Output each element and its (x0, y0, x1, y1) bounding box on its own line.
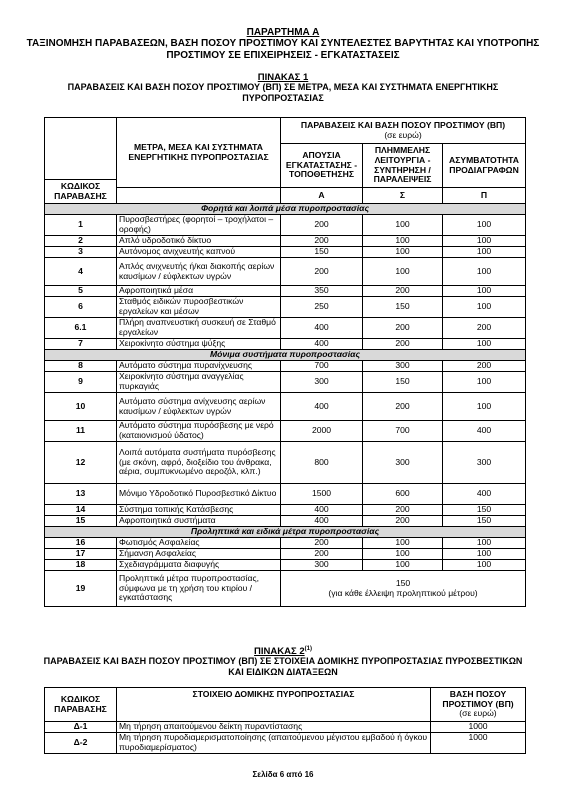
amount-p: 100 (443, 215, 526, 236)
page-footer: Σελίδα 6 από 16 (252, 770, 314, 779)
section-row (45, 350, 526, 361)
table-row (45, 505, 526, 516)
table-row (45, 571, 526, 607)
violation-description: Χειροκίνητο σύστημα αναγγελίας πυρκαγιάς (117, 372, 281, 393)
amount-a: 400 (281, 516, 363, 527)
amount-a: 1500 (281, 484, 363, 505)
violation-description: Λοιπά αυτόματα συστήματα πυρόσβεσης (με σκόνη, αφρό, διοξείδιο του άνθρακα, αέρια, συμπυκνωμένο αεροζόλ, κλπ.) (117, 442, 281, 484)
violation-description: Αυτόνομος ανιχνευτής καπνού (117, 247, 281, 258)
violation-code: 13 (45, 484, 117, 505)
section-row (45, 527, 526, 538)
amount-p: 100 (443, 560, 526, 571)
amount-p: 100 (443, 339, 526, 350)
violation-code: 19 (45, 571, 117, 607)
row19-amount: 150 (395, 577, 411, 588)
table1 (44, 117, 526, 607)
violation-description: Σήμανση Ασφαλείας (117, 549, 281, 560)
table-row (45, 722, 526, 733)
amount-s: 100 (363, 549, 443, 560)
amount-s: 150 (363, 297, 443, 318)
amount-s: 200 (363, 516, 443, 527)
amount-merged (281, 571, 526, 607)
violation-code: 3 (45, 247, 117, 258)
amount-s: 100 (363, 236, 443, 247)
amount-p: 100 (443, 538, 526, 549)
amount-s: 150 (363, 372, 443, 393)
amount-a: 400 (281, 339, 363, 350)
letter-a: Α (281, 188, 363, 204)
violation-code: 14 (45, 505, 117, 516)
amount-s: 200 (363, 505, 443, 516)
amount-p: 300 (443, 442, 526, 484)
violation-description: Μη τήρηση πυροδιαμερισματοποίησης (απαιτούμενου μέγιστου εμβαδού ή όγκου πυροδιαμερίσματος) (117, 733, 431, 754)
amount-p: 150 (443, 516, 526, 527)
table-row (45, 393, 526, 421)
section-title: Μόνιμα συστήματα πυροπροστασίας (45, 350, 526, 361)
violation-code: 5 (45, 286, 117, 297)
amount-p: 100 (443, 247, 526, 258)
amount-p: 200 (443, 318, 526, 339)
table2-subtitle: ΠΑΡΑΒΑΣΕΙΣ ΚΑΙ ΒΑΣΗ ΠΟΣΟΥ ΠΡΟΣΤΙΜΟΥ (ΒΠ) ΣΕ ΣΤΟΙΧΕΙΑ ΔΟΜΙΚΗΣ ΠΥΡΟΠΡΟΣΤΑΣΙΑΣ ΠΥΡΟΣΒΕΣΤΙΚΩΝ ΚΑΙ ΕΙΔΙΚΩΝ ΔΙΑΤΑΞΕΩΝ (43, 656, 523, 677)
table-row (45, 339, 526, 350)
amount-a: 800 (281, 442, 363, 484)
section-row (45, 204, 526, 215)
violation-description: Πυροσβεστήρες (φορητοί – τροχήλατοι – οροφής) (117, 215, 281, 236)
table2 (44, 687, 526, 754)
t2-col-element-header: ΣΤΟΙΧΕΙΟ ΔΟΜΙΚΗΣ ΠΥΡΟΠΡΟΣΤΑΣΙΑΣ (117, 688, 431, 722)
amount-p: 100 (443, 372, 526, 393)
section-title: Φορητά και λοιπά μέσα πυροπροστασίας (45, 204, 526, 215)
violation-description: Σταθμός ειδικών πυροσβεστικών εργαλείων και μέσων (117, 297, 281, 318)
col-base-label: ΠΑΡΑΒΑΣΕΙΣ ΚΑΙ ΒΑΣΗ ΠΟΣΟΥ ΠΡΟΣΤΙΜΟΥ (ΒΠ) (300, 119, 506, 130)
amount-a: 300 (281, 372, 363, 393)
violation-code: 6 (45, 297, 117, 318)
amount-a: 2000 (281, 421, 363, 442)
violation-code: 18 (45, 560, 117, 571)
violation-code: 9 (45, 372, 117, 393)
col-code-header: ΚΩΔΙΚΟΣ ΠΑΡΑΒΑΣΗΣ (45, 180, 117, 204)
violation-description: Μη τήρηση απαιτούμενου δείκτη πυραντίστασης (117, 722, 431, 733)
amount-a: 350 (281, 286, 363, 297)
letter-s: Σ (363, 188, 443, 204)
amount-p: 400 (443, 484, 526, 505)
violation-description: Χειροκίνητο σύστημα ψύξης (117, 339, 281, 350)
table-row (45, 733, 526, 754)
amount-p: 100 (443, 236, 526, 247)
header-empty-cell (45, 118, 117, 180)
amount-s: 100 (363, 215, 443, 236)
violation-code: 2 (45, 236, 117, 247)
violation-description: Μόνιμο Υδροδοτικό Πυροσβεστικό Δίκτυο (117, 484, 281, 505)
violation-code: Δ-2 (45, 733, 117, 754)
table-row (45, 442, 526, 484)
col-s-header: ΠΛΗΜΜΕΛΗΣ ΛΕΙΤΟΥΡΓΙΑ - ΣΥΝΤΗΡΗΣΗ / ΠΑΡΑΛΕΙΨΕΙΣ (363, 144, 443, 188)
table2-title-text: ΠΙΝΑΚΑΣ 2 (254, 646, 305, 658)
amount-s: 200 (363, 286, 443, 297)
t2-col-code-header: ΚΩΔΙΚΟΣ ΠΑΡΑΒΑΣΗΣ (45, 688, 117, 722)
violation-code: 8 (45, 361, 117, 372)
amount-s: 100 (363, 560, 443, 571)
violation-code: 1 (45, 215, 117, 236)
t2-col-base-header (431, 688, 526, 722)
violation-description: Πλήρη αναπνευστική συσκευή σε Σταθμό εργαλείων (117, 318, 281, 339)
amount-s: 300 (363, 361, 443, 372)
amount-a: 200 (281, 236, 363, 247)
amount-p: 100 (443, 286, 526, 297)
amount-p: 150 (443, 505, 526, 516)
amount-a: 150 (281, 247, 363, 258)
violation-code: 17 (45, 549, 117, 560)
table-row (45, 247, 526, 258)
violation-code: 10 (45, 393, 117, 421)
col-measures-header: ΜΕΤΡΑ, ΜΕΣΑ ΚΑΙ ΣΥΣΤΗΜΑΤΑ ΕΝΕΡΓΗΤΙΚΗΣ ΠΥΡΟΠΡΟΣΤΑΣΙΑΣ (117, 118, 281, 188)
violation-description: Αφροποιητικά συστήματα (117, 516, 281, 527)
amount-a: 200 (281, 258, 363, 286)
amount-a: 200 (281, 215, 363, 236)
amount-a: 200 (281, 549, 363, 560)
violation-code: 4 (45, 258, 117, 286)
violation-description: Αυτόματο σύστημα πυρανίχνευσης (117, 361, 281, 372)
violation-code: Δ-1 (45, 722, 117, 733)
violation-description: Αφροποιητικά μέσα (117, 286, 281, 297)
violation-description: Απλό υδροδοτικό δίκτυο (117, 236, 281, 247)
table-row (45, 361, 526, 372)
amount-a: 250 (281, 297, 363, 318)
table-row (45, 516, 526, 527)
col-a-header: ΑΠΟΥΣΙΑ ΕΓΚΑΤΑΣΤΑΣΗΣ - ΤΟΠΟΘΕΤΗΣΗΣ (281, 144, 363, 188)
table-row (45, 484, 526, 505)
amount-p: 100 (443, 258, 526, 286)
amount-p: 200 (443, 361, 526, 372)
amount-s: 100 (363, 538, 443, 549)
amount-p: 100 (443, 549, 526, 560)
amount-s: 100 (363, 247, 443, 258)
table-row (45, 421, 526, 442)
violation-description: Φωτισμός Ασφαλείας (117, 538, 281, 549)
base-amount: 1000 (431, 722, 526, 733)
violation-description: Σχεδιαγράμματα διαφυγής (117, 560, 281, 571)
amount-a: 200 (281, 538, 363, 549)
table-row (45, 258, 526, 286)
violation-description: Αυτόματο σύστημα ανίχνευσης αερίων καυσίμων / εύφλεκτων υγρών (117, 393, 281, 421)
header-spacer-cell (117, 188, 281, 204)
table1-body (45, 204, 526, 607)
table-row (45, 318, 526, 339)
amount-s: 300 (363, 442, 443, 484)
violation-description: Αυτόματο σύστημα πυρόσβεσης με νερό (καταιονισμού ύδατος) (117, 421, 281, 442)
amount-a: 400 (281, 318, 363, 339)
annex-title: ΠΑΡΑΡΤΗΜΑ Α (246, 27, 320, 38)
t2-col-base-label: ΒΑΣΗ ΠΟΣΟΥ ΠΡΟΣΤΙΜΟΥ (ΒΠ) (442, 689, 514, 709)
violation-code: 11 (45, 421, 117, 442)
amount-a: 400 (281, 393, 363, 421)
amount-s: 200 (363, 339, 443, 350)
amount-p: 100 (443, 297, 526, 318)
violation-description: Προληπτικά μέτρα πυροπροστασίας, σύμφωνα με τη χρήση του κτιρίου / εγκατάστασης (117, 571, 281, 607)
violation-description: Απλός ανιχνευτής ή/και διακοπής αερίων καυσίμων / εύφλεκτων υγρών (117, 258, 281, 286)
violation-code: 6.1 (45, 318, 117, 339)
section-title: Προληπτικά και ειδικά μέτρα πυροπροστασίας (45, 527, 526, 538)
amount-p: 400 (443, 421, 526, 442)
amount-p: 100 (443, 393, 526, 421)
table-row (45, 372, 526, 393)
table1-title: ΠΙΝΑΚΑΣ 1 (257, 72, 309, 83)
amount-a: 700 (281, 361, 363, 372)
amount-s: 600 (363, 484, 443, 505)
amount-s: 100 (363, 258, 443, 286)
base-amount: 1000 (431, 733, 526, 754)
annex-subtitle: ΤΑΞΙΝΟΜΗΣΗ ΠΑΡΑΒΑΣΕΩΝ, ΒΑΣΗ ΠΟΣΟΥ ΠΡΟΣΤΙΜΟΥ ΚΑΙ ΣΥΝΤΕΛΕΣΤΕΣ ΒΑΡΥΤΗΤΑΣ ΚΑΙ ΥΠΟΤΡΟΠΗΣ ΠΡΟΣΤΙΜΟΥ ΣΕ ΕΠΙΧΕΙΡΗΣΕΙΣ - ΕΓΚΑΤΑΣΤΑΣΕΙΣ (26, 38, 540, 61)
t2-col-base-unit: (σε ευρώ) (459, 708, 497, 719)
table-row (45, 236, 526, 247)
amount-s: 200 (363, 393, 443, 421)
letter-p: Π (443, 188, 526, 204)
violation-code: 7 (45, 339, 117, 350)
col-base-header (281, 118, 526, 144)
amount-a: 400 (281, 505, 363, 516)
violation-code: 15 (45, 516, 117, 527)
table-row (45, 297, 526, 318)
table-row (45, 549, 526, 560)
table1-subtitle: ΠΑΡΑΒΑΣΕΙΣ ΚΑΙ ΒΑΣΗ ΠΟΣΟΥ ΠΡΟΣΤΙΜΟΥ (ΒΠ) ΣΕ ΜΕΤΡΑ, ΜΕΣΑ ΚΑΙ ΣΥΣΤΗΜΑΤΑ ΕΝΕΡΓΗΤΙΚΗΣ ΠΥΡΟΠΡΟΣΤΑΣΙΑΣ (67, 82, 499, 103)
table2-title-sup: (1) (304, 646, 312, 652)
table-row (45, 560, 526, 571)
table-row (45, 215, 526, 236)
violation-description: Σύστημα τοπικής Κατάσβεσης (117, 505, 281, 516)
amount-s: 200 (363, 318, 443, 339)
violation-code: 16 (45, 538, 117, 549)
row19-note: (για κάθε έλλειψη προληπτικού μέτρου) (328, 587, 478, 598)
violation-code: 12 (45, 442, 117, 484)
amount-a: 300 (281, 560, 363, 571)
table-row (45, 286, 526, 297)
table2-body (45, 722, 526, 754)
table-row (45, 538, 526, 549)
col-base-unit: (σε ευρώ) (384, 129, 422, 140)
col-p-header: ΑΣΥΜΒΑΤΟΤΗΤΑ ΠΡΟΔΙΑΓΡΑΦΩΝ (443, 144, 526, 188)
amount-s: 700 (363, 421, 443, 442)
